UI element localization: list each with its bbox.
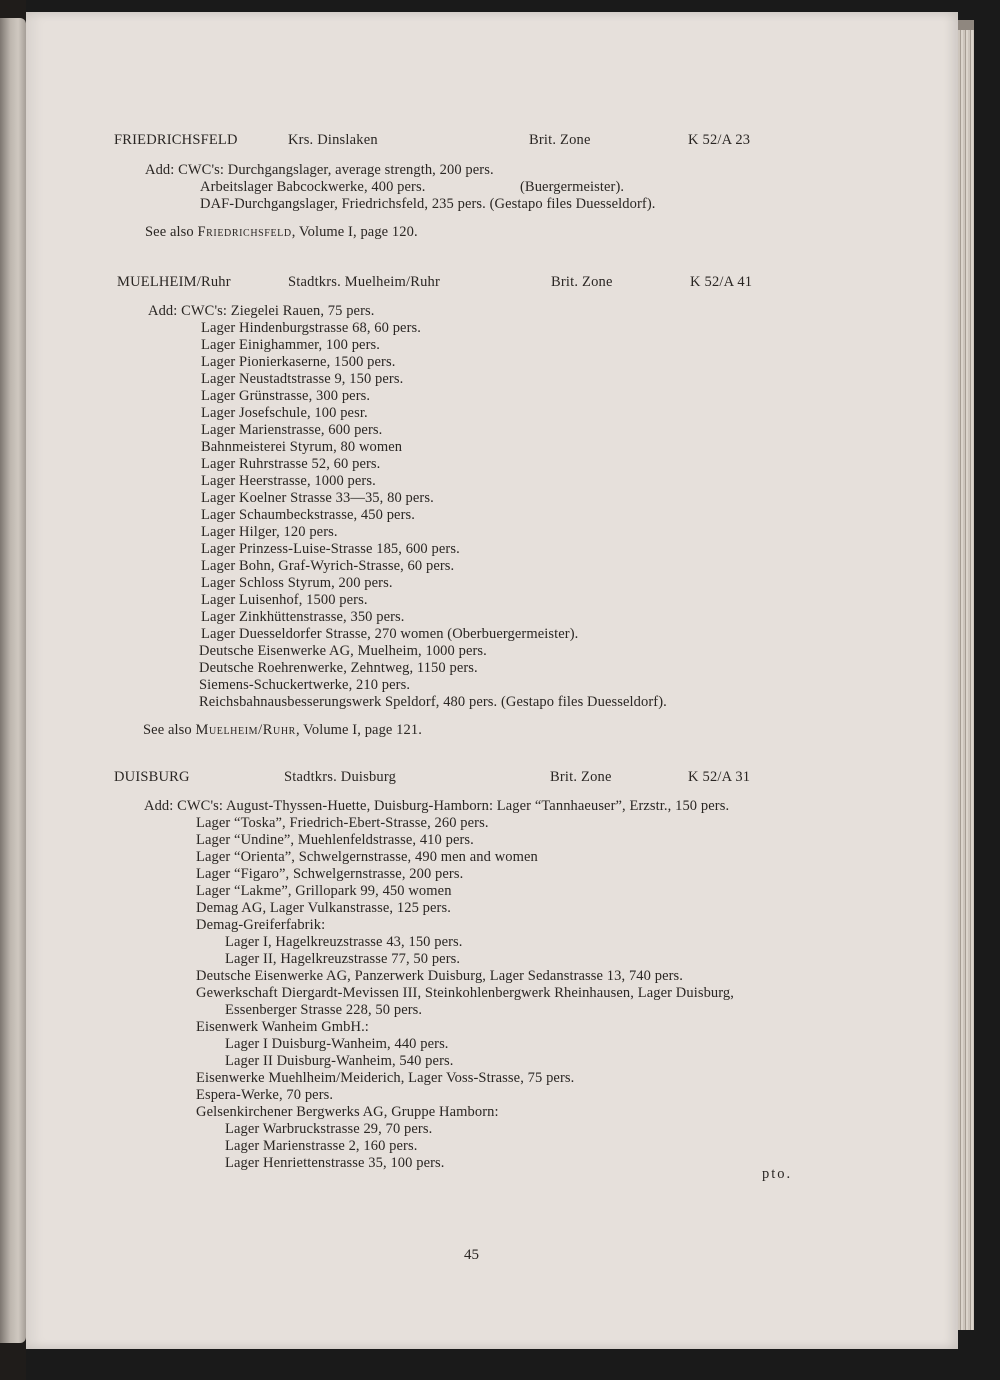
entry-line: Lager II Duisburg-Wanheim, 540 pers.	[225, 1053, 454, 1069]
entry-line: Lager II, Hagelkreuzstrasse 77, 50 pers.	[225, 951, 461, 967]
entry-line: Lager Schaumbeckstrasse, 450 pers.	[201, 507, 415, 523]
entry-line: Lager “Figaro”, Schwelgernstrasse, 200 pers.	[196, 866, 464, 882]
facing-page-edge	[0, 18, 26, 1343]
entry-line: Essenberger Strasse 228, 50 pers.	[225, 1002, 423, 1018]
entry-line: Bahnmeisterei Styrum, 80 women	[201, 439, 403, 455]
reference-code: K 52/A 41	[690, 274, 753, 290]
entry-line: Reichsbahnausbesserungswerk Speldorf, 480 pers. (Gestapo files Duesseldorf).	[199, 694, 667, 710]
entry-line: Gelsenkirchener Bergwerks AG, Gruppe Hamborn:	[196, 1104, 499, 1120]
see-also-prefix: See also	[145, 224, 198, 240]
entry-line: Add: CWC's: Durchgangslager, average strength, 200 pers.	[145, 162, 494, 178]
entry-line: Lager Heerstrasse, 1000 pers.	[201, 473, 376, 489]
entry-line: Eisenwerke Muehlheim/Meiderich, Lager Voss-Strasse, 75 pers.	[196, 1070, 575, 1086]
place-name: MUELHEIM/Ruhr	[117, 274, 231, 290]
entry-line: Lager Luisenhof, 1500 pers.	[201, 592, 368, 608]
page-number: 45	[464, 1247, 479, 1263]
entry-line: Lager “Orienta”, Schwelgernstrasse, 490 men and women	[196, 849, 538, 865]
see-also-suffix: , Volume I, page 120.	[291, 224, 418, 240]
entry-line: Lager Pionierkaserne, 1500 pers.	[201, 354, 396, 370]
entry-line: Siemens-Schuckertwerke, 210 pers.	[199, 677, 411, 693]
see-also-suffix: , Volume I, page 121.	[295, 722, 422, 738]
district: Stadtkrs. Muelheim/Ruhr	[288, 274, 441, 290]
place-name: FRIEDRICHSFELD	[114, 132, 238, 148]
entry-line: Lager I Duisburg-Wanheim, 440 pers.	[225, 1036, 449, 1052]
zone: Brit. Zone	[551, 274, 613, 290]
entry-line: Lager Prinzess-Luise-Strasse 185, 600 pers.	[201, 541, 460, 557]
entry-line: Demag-Greiferfabrik:	[196, 917, 326, 933]
entry-line: Lager Josefschule, 100 pesr.	[201, 405, 368, 421]
entry-line: Lager Marienstrasse 2, 160 pers.	[225, 1138, 418, 1154]
entry-line: Lager Neustadtstrasse 9, 150 pers.	[201, 371, 404, 387]
entry-line: Espera-Werke, 70 pers.	[196, 1087, 334, 1103]
entry-line: Deutsche Eisenwerke AG, Panzerwerk Duisburg, Lager Sedanstrasse 13, 740 pers.	[196, 968, 684, 984]
entry-line: Lager Hindenburgstrasse 68, 60 pers.	[201, 320, 421, 336]
reference-code: K 52/A 23	[688, 132, 751, 148]
document-page	[26, 12, 958, 1349]
zone: Brit. Zone	[529, 132, 591, 148]
entry-line: Add: CWC's: August-Thyssen-Huette, Duisburg-Hamborn: Lager “Tannhaeuser”, Erzstr., 150 pers.	[144, 798, 730, 814]
place-name: DUISBURG	[114, 769, 190, 785]
entry-line: Lager I, Hagelkreuzstrasse 43, 150 pers.	[225, 934, 463, 950]
entry-line: DAF-Durchgangslager, Friedrichsfeld, 235 pers. (Gestapo files Duesseldorf).	[200, 196, 656, 212]
entry-line: Eisenwerk Wanheim GmbH.:	[196, 1019, 369, 1035]
zone: Brit. Zone	[550, 769, 612, 785]
entry-line: Gewerkschaft Diergardt-Mevissen III, Steinkohlenbergwerk Rheinhausen, Lager Duisburg,	[196, 985, 735, 1001]
entry-line: Deutsche Eisenwerke AG, Muelheim, 1000 pers.	[199, 643, 487, 659]
see-also-name: Friedrichsfeld	[197, 224, 292, 240]
district: Stadtkrs. Duisburg	[284, 769, 397, 785]
see-also-prefix: See also	[143, 722, 196, 738]
entry-line: Lager Henriettenstrasse 35, 100 pers.	[225, 1155, 445, 1171]
entry-line: Lager Schloss Styrum, 200 pers.	[201, 575, 393, 591]
entry-line: Add: CWC's: Ziegelei Rauen, 75 pers.	[148, 303, 375, 319]
entry-line: Lager Warbruckstrasse 29, 70 pers.	[225, 1121, 433, 1137]
see-also	[145, 224, 418, 241]
entry-line: Lager Zinkhüttenstrasse, 350 pers.	[201, 609, 405, 625]
entry-line: Lager Duesseldorfer Strasse, 270 women (Oberbuergermeister).	[201, 626, 579, 642]
entry-line: Lager Koelner Strasse 33—35, 80 pers.	[201, 490, 434, 506]
entry-line: Lager “Undine”, Muehlenfeldstrasse, 410 pers.	[196, 832, 474, 848]
see-also-name: Muelheim/Ruhr	[195, 722, 296, 738]
entry-line: Demag AG, Lager Vulkanstrasse, 125 pers.	[196, 900, 451, 916]
district: Krs. Dinslaken	[288, 132, 378, 148]
please-turn-over: pto.	[762, 1166, 793, 1182]
see-also	[143, 722, 422, 739]
entry-line: Lager Einighammer, 100 pers.	[201, 337, 380, 353]
entry-line: Lager Hilger, 120 pers.	[201, 524, 338, 540]
entry-line: Lager Grünstrasse, 300 pers.	[201, 388, 371, 404]
page-stack-edge	[958, 30, 974, 1330]
entry-line: Lager “Toska”, Friedrich-Ebert-Strasse, 260 pers.	[196, 815, 489, 831]
entry-line: Lager Bohn, Graf-Wyrich-Strasse, 60 pers.	[201, 558, 455, 574]
entry-line: Lager Marienstrasse, 600 pers.	[201, 422, 383, 438]
reference-code: K 52/A 31	[688, 769, 751, 785]
entry-line: Lager Ruhrstrasse 52, 60 pers.	[201, 456, 381, 472]
entry-line: Deutsche Roehrenwerke, Zehntweg, 1150 pers.	[199, 660, 478, 676]
entry-line: (Buergermeister).	[520, 179, 625, 195]
entry-line: Arbeitslager Babcockwerke, 400 pers.	[200, 179, 426, 195]
entry-line: Lager “Lakme”, Grillopark 99, 450 women	[196, 883, 452, 899]
